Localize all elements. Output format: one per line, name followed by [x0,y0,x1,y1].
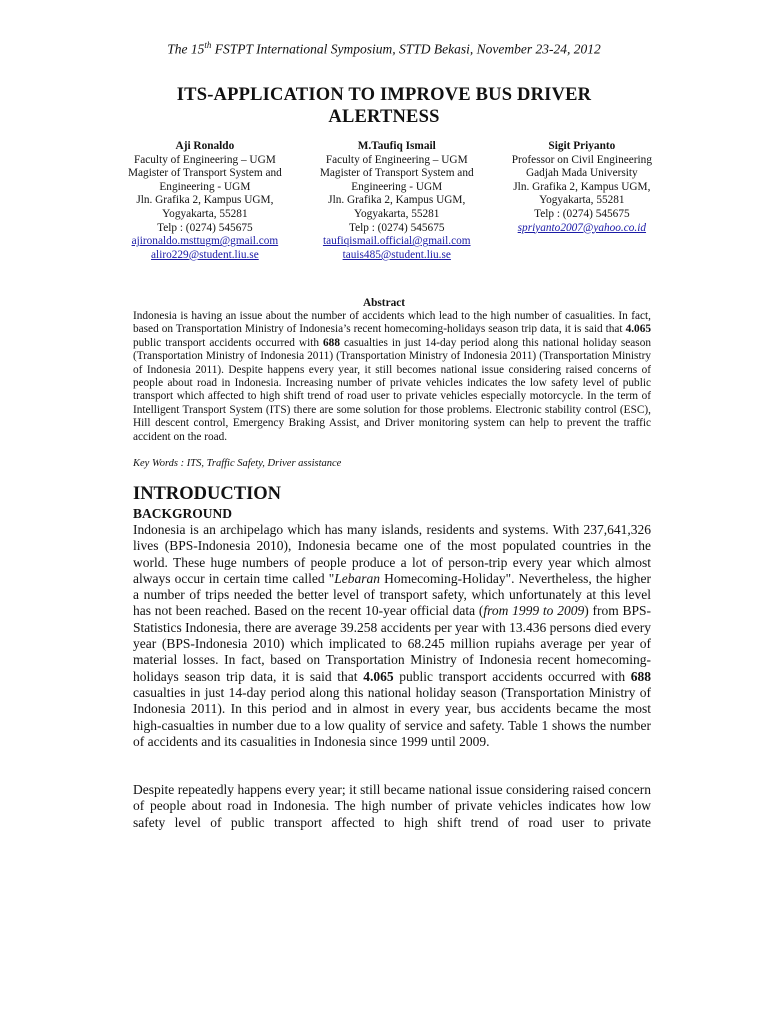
author-email-link[interactable]: spriyanto2007@yahoo.co.id [517,221,647,234]
author-affiliation: Engineering - UGM [351,180,443,193]
author-affiliation: Faculty of Engineering – UGM [133,153,276,166]
paragraph-segment: Indonesia is an archipelago which has many islands, residents and systems. With 237,641,326 lives (BPS-Indonesia 2010), Indonesia became one of the most populated countries in the world. These huge numbers of people produce a lot of person-trip every year which almost always occur in certain time called " [133,522,651,586]
section-heading-introduction: INTRODUCTION [133,484,282,504]
subsection-heading-background: BACKGROUND [133,506,233,521]
author-phone: Telp : (0274) 545675 [534,207,630,220]
paragraph-bold-number: 4.065 [363,668,394,684]
keywords: Key Words : ITS, Traffic Safety, Driver assistance [133,458,342,469]
title-line-2: ALERTNESS [328,107,440,127]
author-name: Aji Ronaldo [175,140,235,152]
author-address: Yogyakarta, 55281 [539,194,625,207]
abstract-bold-number: 4.065 [625,323,651,336]
author-address: Jln. Grafika 2, Kampus UGM, [513,180,651,193]
conference-header [0,40,768,58]
author-name: M.Taufiq Ismail [357,140,436,152]
author-address: Yogyakarta, 55281 [354,207,440,220]
author-1 [128,140,282,262]
header-prefix: The 15 [167,41,205,57]
author-email-link[interactable]: ajironaldo.msttugm@gmail.com [131,235,279,248]
paragraph-segment: Homecoming-Holiday". Nevertheless, the higher a number of trips needed the better level of transport safety, which unfortunately at this level has not been reached. Based on the recent 10-year official data ( [133,570,651,619]
author-email-link[interactable]: tauis485@student.liu.se [342,248,451,261]
abstract-heading: Abstract [362,297,406,309]
abstract-segment: public transport accidents occurred with [133,336,324,349]
author-address: Jln. Grafika 2, Kampus UGM, [328,194,466,207]
abstract-segment: Indonesia is having an issue about the number of accidents which lead to the high number of casualities. In fact, based on Transportation Ministry of Indonesia’s recent homecoming-holidays season trip data, it is said that [133,310,651,336]
author-email-link[interactable]: aliro229@student.liu.se [151,248,259,261]
header-superscript: th [204,40,212,50]
author-phone: Telp : (0274) 545675 [157,221,253,234]
author-address: Yogyakarta, 55281 [162,207,248,220]
author-affiliation: Magister of Transport System and [319,167,474,180]
header-suffix: FSTPT International Symposium, STTD Bekasi, November 23-24, 2012 [211,41,601,57]
author-affiliation: Gadjah Mada University [526,167,638,180]
abstract-text [133,310,651,444]
paragraph-italic: from 1999 to 2009 [483,603,585,619]
paragraph-segment: ) from BPS-Statistics Indonesia, there are average 39.258 accidents per year with 13.436 persons died every year (BPS-Indonesia 2010) which implicated to 68.245 million rupiahs average per year of material losses. In fact, based on Transportation Ministry of Indonesia recent homecoming-holidays season trip data, it is said that [133,603,651,684]
author-email-link[interactable]: taufiqismail.official@gmail.com [322,235,471,248]
body-paragraph-1 [133,522,651,750]
paragraph-segment: public transport accidents occurred with [393,668,631,684]
author-affiliation: Engineering - UGM [159,180,251,193]
abstract-segment: casualties in just 14-day period along this national holiday season (Transportation Ministry of Indonesia 2011) (Transportation Ministry of Indonesia 2011) (Transportation Ministry of Indonesia 2011). Despite happens every year, it still becomes national issue considering raised concerns of people about road in Indonesia. Increasing number of private vehicles indicates the low safety level of public transport which affected to high shift trend of road user to private vehicles especially motorcycle. In the term of Intelligent Transport System (ITS) there are some solution for those problems. Electronic stability control (ESC), Hill descent control, Emergency Braking Assist, and Driver monitoring system can help to prevent the traffic accident on the road. [133,336,652,443]
paragraph-italic: Lebaran [334,570,381,586]
author-3 [512,140,652,262]
paragraph-segment: casualties in just 14-day period along this national holiday season (Transportation Ministry of Indonesia 2011). In this period and in almost in every year, bus accidents became the most high-casualties in number due to a low quality of service and safety. Table 1 shows the number of accidents and its casualities in Indonesia since 1999 until 2009. [133,684,651,749]
paragraph-bold-number: 688 [630,668,651,684]
author-block [128,140,652,262]
author-affiliation: Professor on Civil Engineering [511,153,652,166]
title-line-1: ITS-APPLICATION TO IMPROVE BUS DRIVER [176,85,592,105]
paper-title [150,84,618,128]
body-paragraph-2: Despite repeatedly happens every year; it still became national issue considering raised concern of people about road in Indonesia. The high number of private vehicles indicates how low safety level of public transport affected to high shift trend of road user to private [133,782,651,830]
author-2 [320,140,474,262]
author-affiliation: Magister of Transport System and [128,167,282,180]
author-name: Sigit Priyanto [548,140,616,152]
author-address: Jln. Grafika 2, Kampus UGM, [136,194,274,207]
abstract-bold-number: 688 [323,336,340,349]
author-affiliation: Faculty of Engineering – UGM [325,153,468,166]
author-phone: Telp : (0274) 545675 [348,221,445,234]
